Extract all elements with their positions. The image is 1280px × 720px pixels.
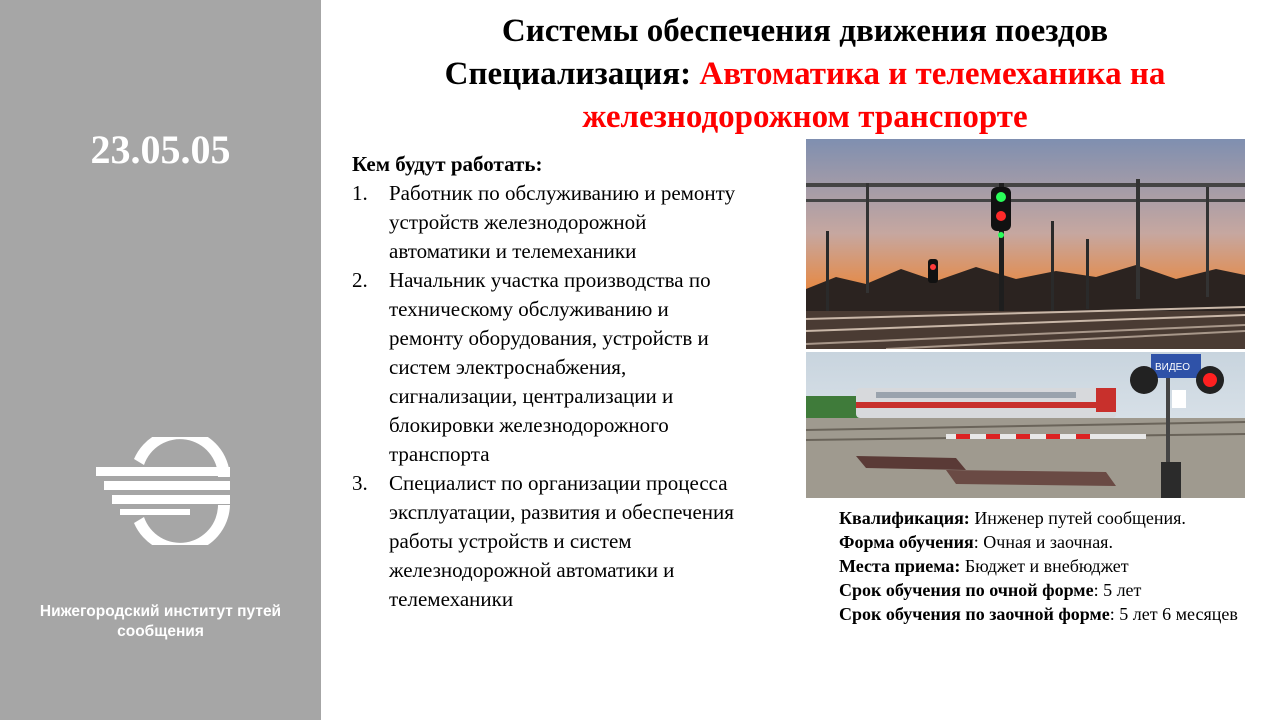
railway-signals-sunset-photo: [806, 139, 1245, 349]
title-line1: Системы обеспечения движения поездов: [501, 13, 1109, 49]
admission-places-value: Бюджет и внебюджет: [960, 556, 1129, 576]
specialization-value: Автоматика и телемеханика на железнодорожном транспорте: [582, 56, 1166, 135]
list-item-text: Работник по обслуживанию и ремонту устройств железнодорожной автоматики и телемеханики: [389, 181, 736, 263]
fulltime-duration-label: Срок обучения по очной форме: [839, 580, 1094, 600]
level-crossing-train-photo: [806, 352, 1245, 498]
parttime-duration-label: Срок обучения по заочной форме: [839, 604, 1110, 624]
list-item-text: Специалист по организации процесса эксплуатации, развития и обеспечения работы устройств и систем железнодорожной автоматики и телемеханики: [389, 471, 734, 611]
study-info: [839, 506, 1259, 626]
crossing-sign-text: ВИДЕО: [1155, 362, 1191, 373]
qualification-row: [839, 506, 1259, 530]
admission-places-row: [839, 554, 1259, 578]
qualification-label: Квалификация:: [839, 508, 970, 528]
specialty-code: 23.05.05: [90, 127, 231, 172]
study-form-label: Форма обучения: [839, 532, 974, 552]
list-item-number: 3.: [352, 471, 368, 495]
study-form-value: : Очная и заочная.: [973, 532, 1113, 552]
sidebar: [0, 0, 321, 720]
careers-heading: Кем будут работать:: [352, 152, 543, 176]
admission-places-label: Места приема:: [839, 556, 961, 576]
list-item: [352, 266, 742, 469]
qualification-value: Инженер путей сообщения.: [969, 508, 1186, 528]
list-item: [352, 469, 742, 614]
specialization-label: Специализация:: [444, 56, 700, 92]
parttime-duration-value: : 5 лет 6 месяцев: [1109, 604, 1238, 624]
careers-list: [352, 179, 742, 614]
railway-logo-icon: [96, 437, 236, 545]
parttime-duration-row: [839, 602, 1259, 626]
list-item-text: Начальник участка производства по техническому обслуживанию и ремонту оборудования, устройств и систем электроснабжения, сигнализации, централизации и блокировки железнодорожного транспорта: [389, 268, 711, 466]
fulltime-duration-value: : 5 лет: [1093, 580, 1142, 600]
institute-name: Нижегородский институт путей сообщения: [39, 603, 282, 640]
list-item-number: 2.: [352, 268, 368, 292]
page-title: [330, 10, 1280, 139]
list-item: [352, 179, 742, 266]
fulltime-duration-row: [839, 578, 1259, 602]
study-form-row: [839, 530, 1259, 554]
list-item-number: 1.: [352, 181, 368, 205]
